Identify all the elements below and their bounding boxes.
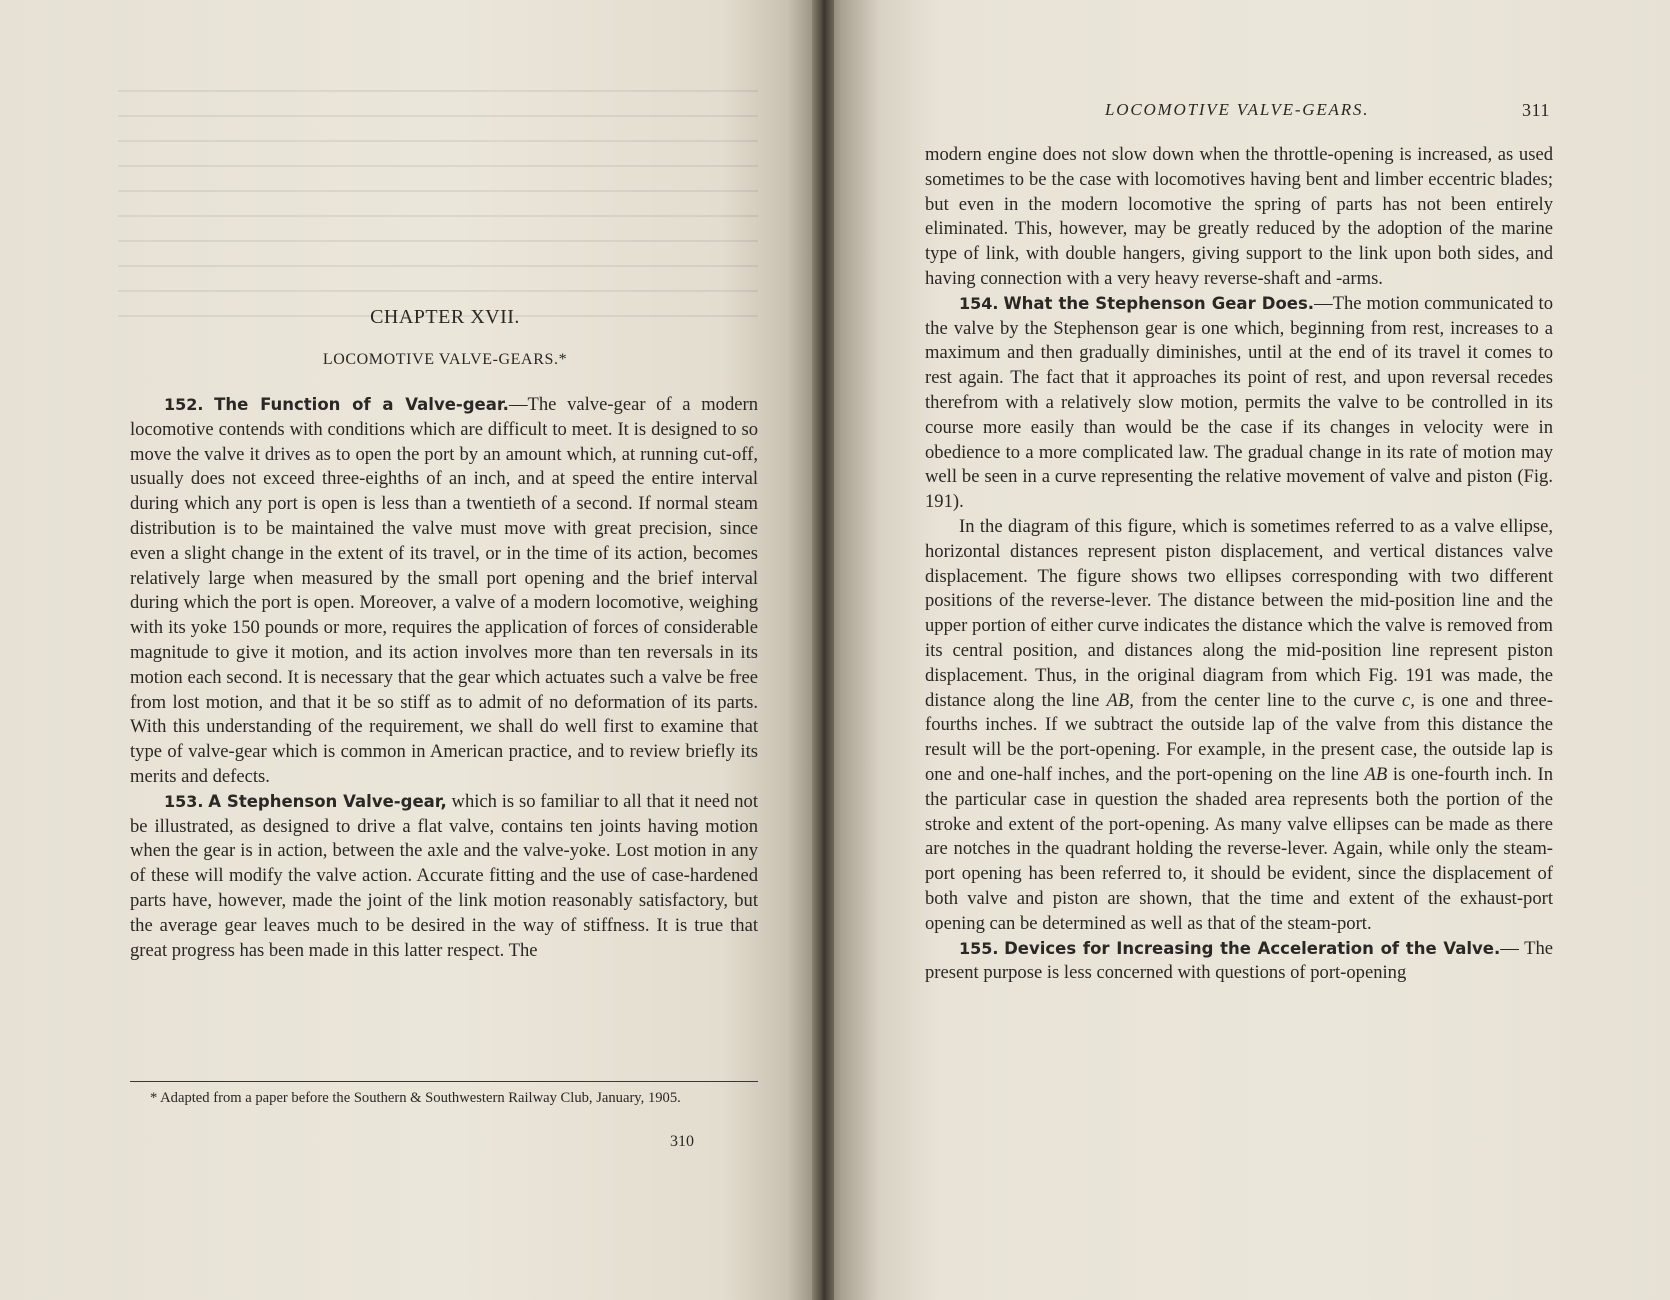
italic-label-ab: AB, [1106,689,1134,711]
diagram-text-part: is one and three-fourths inches. If we subtract the outside lap of the valve from this distance the result will be the port-opening. For example, in the present case, the outside lap is one and one-half inches, and the port-opening on the line [925,689,1553,785]
diagram-text-part: In the diagram of this figure, which is sometimes referred to as a valve ellipse, horizontal distances represent piston displacement, and vertical distances valve displacement. The figure shows two ellipses corresponding with two different positions of the reverse-lever. The distance between the mid-position line and the upper portion of either curve indicates the distance which the valve is removed from its central position, and distances along the mid-position line represent piston displacement. Thus, in the original diagram from which Fig. 191 was made, the distance along the line [925,515,1553,711]
page-number-left: 310 [670,1133,694,1150]
chapter-subtitle: LOCOMOTIVE VALVE-GEARS.* [322,351,568,368]
book-gutter [812,0,834,1300]
footnote-text: * Adapted from a paper before the Southern & Southwestern Railway Club, January, 1905. [150,1090,681,1106]
diagram-paragraph [925,515,1553,937]
diagram-text-part: is one-fourth inch. In the particular case in question the shaded area represents both the portion of the stroke and extent of the port-opening. As many valve ellipses can be made as there are notches in the quadrant holding the reverse-lever. Again, while only the steam-port opening has been referred to, it should be evident, since the displacement of both valve and piston are shown, that the time and extent of the exhaust-port opening can be determined as well as that of the steam-port. [925,763,1554,934]
diagram-text-part: from the center line to the curve [1133,689,1402,711]
footnote-rule [130,1081,758,1082]
right-body-text [925,143,1553,986]
section-number: 152. [164,395,204,414]
footnote [130,1088,758,1109]
section-heading: The Function of a Valve-gear. [214,395,509,414]
section-heading: Devices for Increasing the Acceleration of the Valve. [1004,938,1501,958]
section-155-paragraph [925,937,1553,987]
section-text: —The valve-gear of a modern locomotive contends with conditions which are difficult to meet. It is designed to so move the valve it drives as to open the port by an amount which, at running cut-off, usually does not exceed three-eighths of an inch, and at speed the entire interval during which any port is open is less than a twentieth of a second. If normal steam distribution is to be maintained the valve must move with great precision, since even a slight change in the extent of its travel, or in the time of its action, becomes relatively large when measured by the small port opening and the brief interval during which the port is open. Moreover, a valve of a modern locomotive, weighing with its yoke 150 pounds or more, requires the application of forces of considerable magnitude to give it motion, and its action involves more than ten reversals in its motion each second. It is necessary that the gear which actuates such a valve be free from lost motion, and that it be so stiff as to admit of no deformation of its parts. With this understanding of the requirement, we shall do well first to examine that type of valve-gear which is common in American practice, and to review briefly its merits and defects. [130,394,759,787]
section-153-paragraph [130,790,758,964]
chapter-title: CHAPTER XVII. [370,306,520,328]
section-152-paragraph [130,393,758,790]
italic-label-c: c, [1401,689,1415,711]
bleed-through-shadow [118,90,758,320]
section-number: 154. [959,293,999,313]
running-head: LOCOMOTIVE VALVE-GEARS. [1105,100,1370,119]
section-number: 153. [164,791,204,811]
italic-label-ab: AB [1364,763,1388,785]
section-text: which is so familiar to all that it need not be illustrated, as designed to drive a flat valve, contains ten joints having motion when the gear is in action, between the axle and the valve-yoke. Lost motion in any of these will modify the valve action. Accurate fitting and the use of case-hardened parts have, however, made the joint of the link motion reasonably satisfactory, but the average gear leaves much to be desired in the way of stiffness. It is true that great progress has been made in this latter respect. The [130,790,758,961]
section-number: 155. [959,938,999,958]
section-heading: A Stephenson Valve-gear, [208,791,447,811]
continuation-paragraph: modern engine does not slow down when the throttle-opening is increased, as used sometimes to be the case with locomotives having bent and limber eccentric blades; but even in the modern locomotive the spring of parts has not been entirely eliminated. This, however, may be greatly reduced by the adoption of the marine type of link, with double hangers, giving support to the link upon both sides, and having connection with a very heavy reverse-shaft and -arms. [925,144,1553,289]
section-154-paragraph [925,292,1553,515]
left-page [0,0,820,1300]
section-text: — The present purpose is less concerned with questions of port-opening [925,937,1553,984]
left-body-text [130,393,758,963]
section-heading: What the Stephenson Gear Does. [1003,293,1315,313]
page-number-right: 311 [1522,100,1550,120]
section-text: —The motion communicated to the valve by the Stephenson gear is one which, beginning from rest, increases to a maximum and then gradually diminishes, until at the end of its travel it comes to rest again. The fact that it approaches its point of rest, and upon reversal recedes therefrom with a relatively slow motion, permits the valve to be controlled in its course more easily than would be the case if its changes in velocity were in obedience to a more complicated law. The gradual change in its rate of motion may well be seen in a curve representing the relative movement of valve and piston (Fig. 191). [925,292,1553,513]
